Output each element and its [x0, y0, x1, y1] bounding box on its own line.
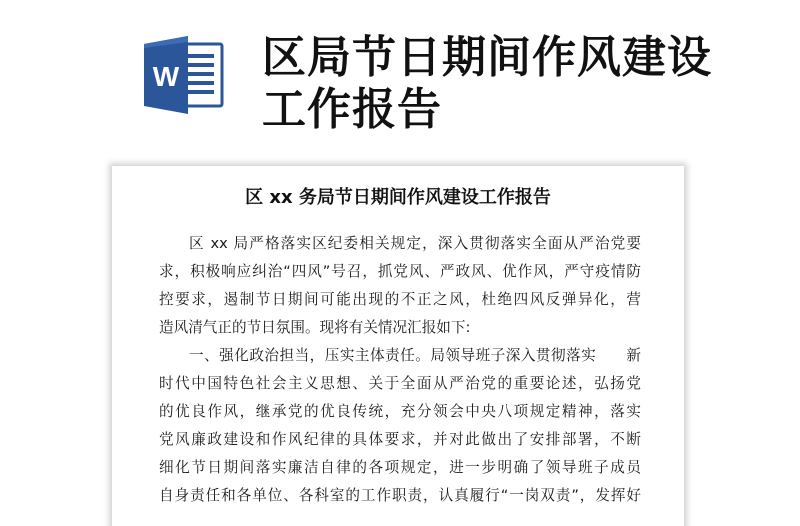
document-line: 细化节日期间落实廉洁自律的各项规定，进一步明确了领导班子成员	[159, 459, 641, 476]
document-line: 的优良作风，继承党的优良传统，充分领会中央八项规定精神，落实	[159, 403, 641, 420]
document-line: 造风清气正的节日氛围。现将有关情况汇报如下:	[159, 319, 471, 336]
page-title: 区局节日期间作风建设工作报告	[262, 32, 712, 135]
document-line: 控要求，遏制节日期间可能出现的不正之风，杜绝四风反弹异化，营	[159, 291, 641, 308]
document-line: 一、强化政治担当，压实主体责任。局领导班子深入贯彻落实 新	[189, 347, 641, 364]
document-preview	[112, 166, 684, 526]
document-title: 区 xx 务局节日期间作风建设工作报告	[245, 187, 551, 208]
document-line: 党风廉政建设和作风纪律的具体要求，并对此做出了安排部署，不断	[159, 431, 641, 448]
document-line: 时代中国特色社会主义思想、关于全面从严治党的重要论述，弘扬党	[159, 375, 641, 392]
word-icon	[142, 34, 224, 116]
word-icon-letter: W	[152, 61, 180, 92]
document-line: 自身责任和各单位、各科室的工作职责，认真履行“一岗双责”，发挥好	[159, 487, 641, 504]
document-line: 区 xx 局严格落实区纪委相关规定，深入贯彻落实全面从严治党要	[189, 235, 641, 252]
document-line: 求，积极响应纠治“四风”号召，抓党风、严政风、优作风，严守疫情防	[159, 263, 641, 280]
